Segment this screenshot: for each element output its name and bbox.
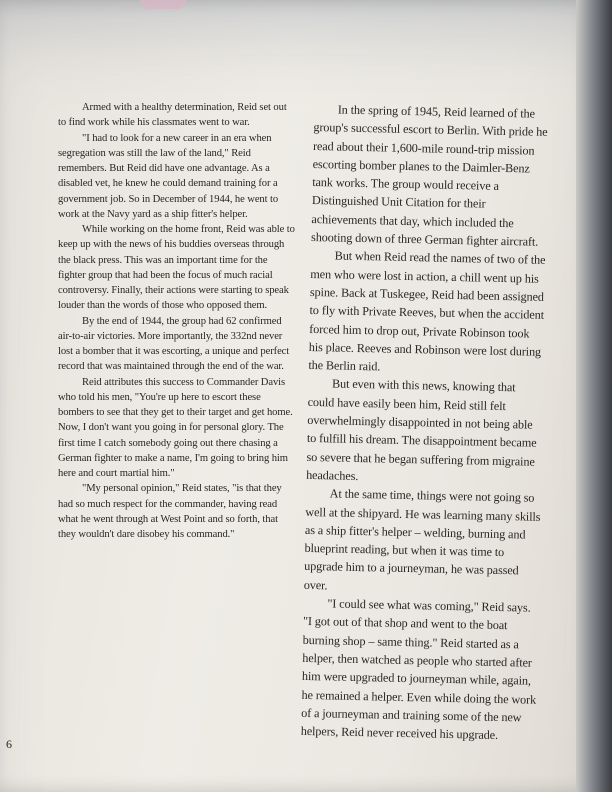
paragraph: "My personal opinion," Reid states, "is that they had so much respect for the commander, having read what he went through at West Point and so forth, that they wouldn't dare disobey his command." [58,483,282,540]
paragraph: But when Reid read the names of two of the men who were lost in action, a chill went up his spine. Back at Tuskegee, Reid had been assigned to fly with Private Reeves, but when the accident forced him to drop out, Private Robinson took his place. Reeves and Robinson were lost during the Berlin raid. [308,248,546,374]
paragraph: But even with this news, knowing that could have easily been him, Reid still felt overwhelmingly disappointed in not being able to fulfill his dream. The disappointment became so severe that he began suffering from migraine headaches. [306,376,537,483]
left-text-column [58,100,296,542]
paragraph: While working on the home front, Reid was able to keep up with the news of his buddies overseas through the black press. This was an important time for the fighter group that had been the focus of much racial controversy. Finally, their actions were starting to speak louder than the words of those who opposed them. [58,224,295,312]
paragraph: In the spring of 1945, Reid learned of the group's successful escort to Berlin. With pride he read about their 1,600-mile round-trip mission escorting bomber planes to the Daimler-Benz tank works. The group would receive a Distinguished Unit Citation for their achievements that day, which included the shooting down of three German fighter aircraft. [310,102,548,249]
page-number: 6 [6,737,12,751]
paragraph: By the end of 1944, the group had 62 confirmed air-to-air victories. More importantly, the 332nd never lost a bomber that it was escorting, a unique and perfect record that was maintained through the end of the war. [58,315,290,373]
paragraph: Armed with a healthy determination, Reid set out to find work while his classmates went to war. [58,102,287,129]
decorative-mark [140,0,186,9]
paragraph: At the same time, things were not going so well at the shipyard. He was learning many skills as a ship fitter's helper – welding, burning and blueprint reading, but when it was time to upgrade him to a journeyman, he was passed over. [303,486,541,593]
paragraph: "I could see what was coming," Reid says. "I got out of that shop and went to the boat burning shop – same thing." Reid started as a helper, then watched as people who started after him were upgraded to journeyman while, again, he remained a helper. Even while doing the work of a journeyman and training some of the new helpers, Reid never received his upgrade. [300,596,537,743]
right-text-column [301,100,550,745]
page-edge [576,0,612,792]
paragraph: Reid attributes this success to Commander Davis who told his men, "You're up here to escort these bombers to see that they get to their target and get home. Now, I don't want you going in for personal glory. The first time I catch somebody going out there chasing a German fighter to make a name, I'm going to bring him here and court martial him." [58,376,293,479]
paragraph: "I had to look for a new career in an era when segregation was still the law of the land," Reid remembers. But Reid did have one advantage. As a disabled vet, he knew he could demand training for a government job. So in December of 1944, he went to work at the Navy yard as a ship fitter's helper. [58,132,279,220]
